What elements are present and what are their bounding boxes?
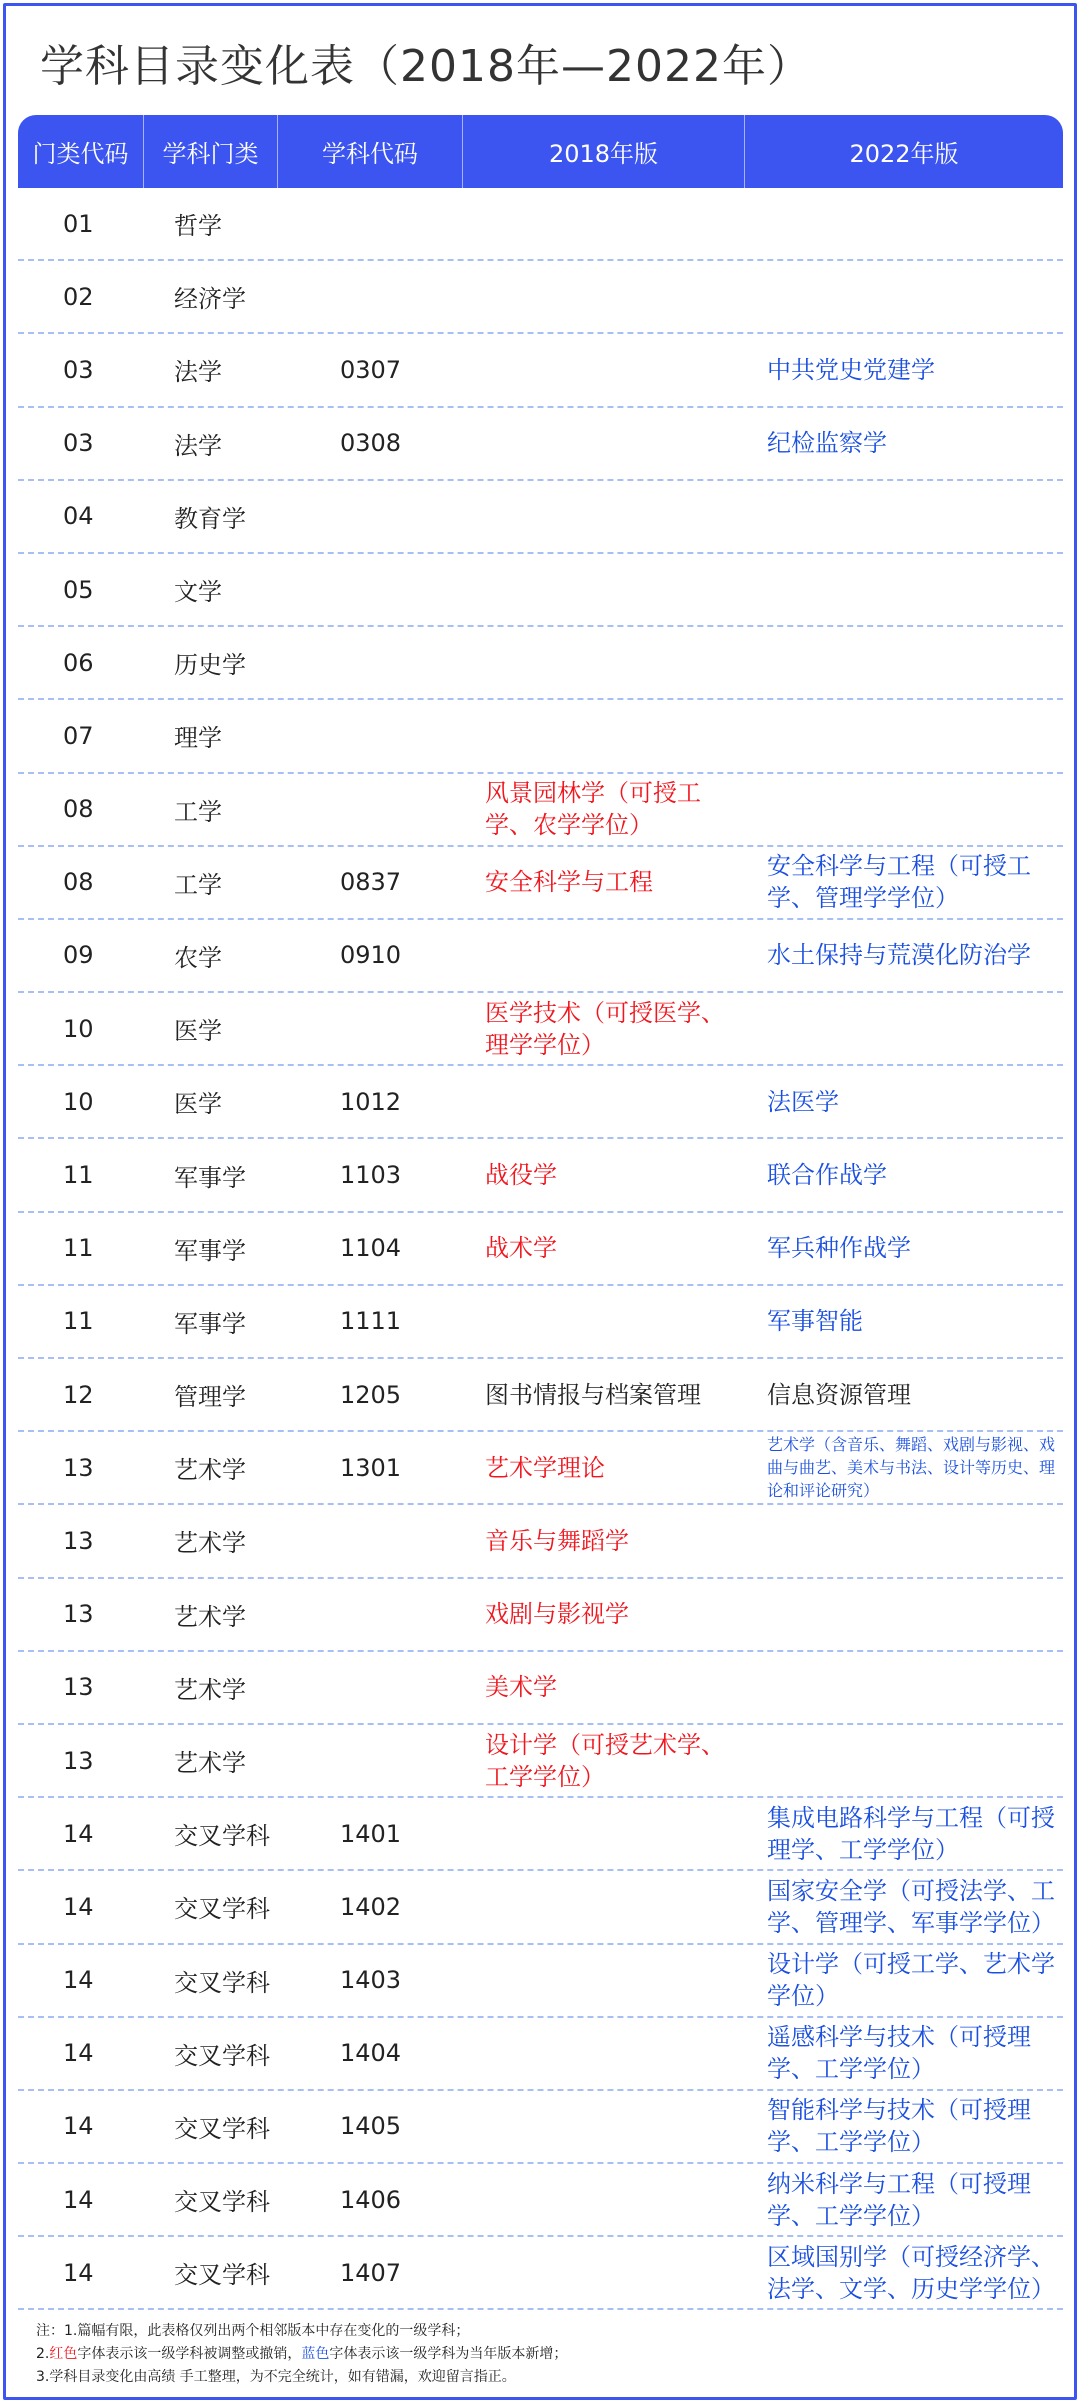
- cell-category: 理学: [174, 724, 222, 753]
- cell-2022: 国家安全学（可授法学、工学、管理学、军事学学位）: [767, 1876, 1055, 1937]
- cell-2022: [745, 554, 1063, 625]
- cell-2022: [745, 1652, 1063, 1723]
- cell-2018: 战术学: [485, 1234, 557, 1263]
- table-row: [18, 1359, 1063, 1432]
- cell-subject-code: 1407: [340, 2258, 402, 2287]
- cell-category-code: 13: [63, 1526, 94, 1555]
- cell-2018: [463, 334, 745, 405]
- table-row: [18, 847, 1063, 920]
- table-body: [18, 188, 1063, 2310]
- cell-2022: 区域国别学（可授经济学、法学、文学、历史学学位）: [767, 2242, 1055, 2303]
- cell-2022: [745, 481, 1063, 552]
- cell-category-code: 11: [63, 1234, 94, 1263]
- cell-2022: [745, 627, 1063, 698]
- cell-category: 交叉学科: [174, 2261, 270, 2290]
- cell-2018: [463, 1286, 745, 1357]
- subject-change-table: [18, 115, 1063, 2310]
- cell-subject-code: 1405: [340, 2112, 402, 2141]
- cell-category: 法学: [174, 358, 222, 387]
- note-1: 注：1.篇幅有限，此表格仅列出两个相邻版本中存在变化的一级学科；: [36, 2323, 470, 2339]
- cell-2022: [745, 188, 1063, 259]
- cell-category: 军事学: [174, 1236, 246, 1265]
- cell-category: 交叉学科: [174, 1895, 270, 1924]
- cell-subject-code: 1403: [340, 1966, 402, 1995]
- cell-subject-code: 1104: [340, 1234, 402, 1263]
- cell-2018: [463, 2237, 745, 2308]
- cell-subject-code: [278, 188, 463, 259]
- cell-category-code: 13: [63, 1746, 94, 1775]
- cell-category-code: 14: [63, 1966, 94, 1995]
- cell-category: 艺术学: [174, 1675, 246, 1704]
- cell-category: 艺术学: [174, 1456, 246, 1485]
- cell-2018: 风景园林学（可授工学、农学学位）: [485, 779, 701, 840]
- header-2022: 2022年版: [849, 140, 959, 168]
- cell-category-code: 13: [63, 1673, 94, 1702]
- cell-2022: 智能科学与技术（可授理学、工学学位）: [767, 2096, 1031, 2157]
- table-row: [18, 1286, 1063, 1359]
- cell-category: 文学: [174, 578, 222, 607]
- cell-2022: 中共党史党建学: [767, 355, 935, 384]
- cell-category-code: 10: [63, 1014, 94, 1043]
- cell-2018: 音乐与舞蹈学: [485, 1526, 629, 1555]
- cell-2022: [745, 1579, 1063, 1650]
- cell-category: 哲学: [174, 212, 222, 241]
- cell-category-code: 01: [63, 209, 94, 238]
- cell-category-code: 05: [63, 575, 94, 604]
- cell-subject-code: 1404: [340, 2039, 402, 2068]
- header-category-code: 门类代码: [18, 115, 144, 188]
- cell-subject-code: 1402: [340, 1892, 402, 1921]
- header-subject-code: 学科代码: [278, 115, 463, 188]
- cell-2018: 设计学（可授艺术学、工学学位）: [485, 1730, 725, 1791]
- note-3: 3.学科目录变化由高绩 手工整理，为不完全统计，如有错漏，欢迎留言指正。: [36, 2369, 516, 2385]
- cell-category: 交叉学科: [174, 1968, 270, 1997]
- cell-category: 医学: [174, 1017, 222, 1046]
- table-row: [18, 920, 1063, 993]
- cell-subject-code: [278, 1579, 463, 1650]
- cell-subject-code: [278, 1505, 463, 1576]
- cell-category: 法学: [174, 431, 222, 460]
- cell-category: 教育学: [174, 504, 246, 533]
- cell-2022: [745, 700, 1063, 771]
- cell-2018: 戏剧与影视学: [485, 1600, 629, 1629]
- cell-category-code: 11: [63, 1307, 94, 1336]
- cell-2018: 战役学: [485, 1161, 557, 1190]
- cell-category-code: 07: [63, 721, 94, 750]
- cell-category: 医学: [174, 1090, 222, 1119]
- cell-subject-code: [278, 700, 463, 771]
- cell-2022: [745, 261, 1063, 332]
- footnotes: [36, 2320, 567, 2389]
- cell-subject-code: [278, 627, 463, 698]
- cell-category-code: 04: [63, 502, 94, 531]
- cell-category-code: 14: [63, 2185, 94, 2214]
- cell-subject-code: 1103: [340, 1161, 402, 1190]
- table-row: [18, 188, 1063, 261]
- cell-subject-code: 1111: [340, 1307, 402, 1336]
- table-row: [18, 2237, 1063, 2310]
- cell-category-code: 14: [63, 2039, 94, 2068]
- cell-2018: [463, 2164, 745, 2235]
- cell-2018: [463, 261, 745, 332]
- cell-subject-code: [278, 1652, 463, 1723]
- cell-2018: 医学技术（可授医学、理学学位）: [485, 998, 725, 1059]
- cell-category: 经济学: [174, 285, 246, 314]
- cell-subject-code: [278, 261, 463, 332]
- cell-subject-code: [278, 1725, 463, 1796]
- cell-category: 农学: [174, 943, 222, 972]
- cell-2018: 美术学: [485, 1673, 557, 1702]
- cell-subject-code: 1406: [340, 2185, 402, 2214]
- cell-2018: 艺术学理论: [485, 1453, 605, 1482]
- cell-category-code: 02: [63, 282, 94, 311]
- table-row: [18, 334, 1063, 407]
- cell-subject-code: [278, 554, 463, 625]
- cell-2018: [463, 920, 745, 991]
- table-row: [18, 1505, 1063, 1578]
- table-row: [18, 1725, 1063, 1798]
- cell-category-code: 08: [63, 795, 94, 824]
- table-row: [18, 1945, 1063, 2018]
- cell-2022: [745, 993, 1063, 1064]
- table-row: [18, 1871, 1063, 1944]
- cell-category-code: 12: [63, 1380, 94, 1409]
- table-row: [18, 2091, 1063, 2164]
- cell-category: 艺术学: [174, 1749, 246, 1778]
- cell-subject-code: 0307: [340, 355, 402, 384]
- cell-subject-code: [278, 993, 463, 1064]
- table-row: [18, 1579, 1063, 1652]
- table-row: [18, 2164, 1063, 2237]
- cell-category-code: 11: [63, 1161, 94, 1190]
- table-row: [18, 774, 1063, 847]
- cell-2022: [745, 774, 1063, 845]
- table-row: [18, 700, 1063, 773]
- cell-subject-code: 1301: [340, 1453, 402, 1482]
- cell-category: 管理学: [174, 1383, 246, 1412]
- cell-2018: [463, 1945, 745, 2016]
- table-row: [18, 1432, 1063, 1505]
- table-row: [18, 261, 1063, 334]
- cell-category: 交叉学科: [174, 1822, 270, 1851]
- cell-2022: 法医学: [767, 1087, 839, 1116]
- table-header: [18, 115, 1063, 188]
- cell-2022: 军事智能: [767, 1307, 863, 1336]
- cell-category-code: 09: [63, 941, 94, 970]
- table-row: [18, 481, 1063, 554]
- table-row: [18, 627, 1063, 700]
- cell-category: 交叉学科: [174, 2041, 270, 2070]
- cell-category: 军事学: [174, 1163, 246, 1192]
- cell-category: 艺术学: [174, 1529, 246, 1558]
- cell-subject-code: 0837: [340, 868, 402, 897]
- cell-category: 历史学: [174, 651, 246, 680]
- cell-category-code: 14: [63, 1819, 94, 1848]
- cell-category: 交叉学科: [174, 2188, 270, 2217]
- cell-category-code: 14: [63, 2112, 94, 2141]
- cell-2022: 艺术学（含音乐、舞蹈、戏剧与影视、戏曲与曲艺、美术与书法、设计等历史、理论和评论研究）: [767, 1435, 1056, 1501]
- cell-category: 军事学: [174, 1309, 246, 1338]
- cell-category: 艺术学: [174, 1602, 246, 1631]
- cell-subject-code: 0308: [340, 429, 402, 458]
- cell-category-code: 14: [63, 2258, 94, 2287]
- cell-2018: [463, 627, 745, 698]
- table-row: [18, 1139, 1063, 1212]
- header-2018: 2018年版: [463, 115, 745, 188]
- cell-2018: [463, 1066, 745, 1137]
- cell-2022: 军兵种作战学: [767, 1234, 911, 1263]
- cell-subject-code: 1401: [340, 1819, 402, 1848]
- cell-2018: [463, 408, 745, 479]
- cell-category: 交叉学科: [174, 2114, 270, 2143]
- cell-category-code: 10: [63, 1087, 94, 1116]
- cell-category: 工学: [174, 797, 222, 826]
- cell-category-code: 03: [63, 429, 94, 458]
- cell-2022: 设计学（可授工学、艺术学学位）: [767, 1950, 1055, 2011]
- table-row: [18, 1213, 1063, 1286]
- note-2: 2.红色字体表示该一级学科被调整或撤销，蓝色字体表示该一级学科为当年版本新增；: [36, 2346, 568, 2362]
- table-row: [18, 1798, 1063, 1871]
- cell-2018: [463, 700, 745, 771]
- cell-2022: 信息资源管理: [767, 1380, 911, 1409]
- table-row: [18, 408, 1063, 481]
- table-row: [18, 1066, 1063, 1139]
- cell-category-code: 14: [63, 1892, 94, 1921]
- cell-2022: 集成电路科学与工程（可授理学、工学学位）: [767, 1803, 1055, 1864]
- cell-subject-code: 1012: [340, 1087, 402, 1116]
- cell-2018: [463, 2091, 745, 2162]
- cell-2022: 水土保持与荒漠化防治学: [767, 941, 1031, 970]
- cell-subject-code: 0910: [340, 941, 402, 970]
- cell-2018: [463, 554, 745, 625]
- cell-subject-code: 1205: [340, 1380, 402, 1409]
- cell-2022: [745, 1505, 1063, 1576]
- cell-2018: [463, 2018, 745, 2089]
- page-title: 学科目录变化表（2018年—2022年）: [40, 41, 812, 92]
- cell-2022: 遥感科学与技术（可授理学、工学学位）: [767, 2023, 1031, 2084]
- cell-category-code: 13: [63, 1453, 94, 1482]
- cell-2018: 图书情报与档案管理: [485, 1380, 701, 1409]
- cell-2022: 安全科学与工程（可授工学、管理学学位）: [767, 852, 1031, 913]
- cell-2022: 纳米科学与工程（可授理学、工学学位）: [767, 2169, 1031, 2230]
- cell-subject-code: [278, 481, 463, 552]
- cell-2018: [463, 481, 745, 552]
- cell-2022: 联合作战学: [767, 1161, 887, 1190]
- cell-2018: 安全科学与工程: [485, 868, 653, 897]
- table-row: [18, 2018, 1063, 2091]
- cell-category-code: 03: [63, 355, 94, 384]
- table-row: [18, 993, 1063, 1066]
- cell-2018: [463, 1871, 745, 1942]
- table-row: [18, 1652, 1063, 1725]
- cell-subject-code: [278, 774, 463, 845]
- cell-2018: [463, 188, 745, 259]
- cell-2022: 纪检监察学: [767, 429, 887, 458]
- cell-2018: [463, 1798, 745, 1869]
- cell-category-code: 08: [63, 868, 94, 897]
- cell-category-code: 13: [63, 1600, 94, 1629]
- table-row: [18, 554, 1063, 627]
- header-category: 学科门类: [144, 115, 278, 188]
- cell-category: 工学: [174, 870, 222, 899]
- cell-2022: [745, 1725, 1063, 1796]
- cell-category-code: 06: [63, 648, 94, 677]
